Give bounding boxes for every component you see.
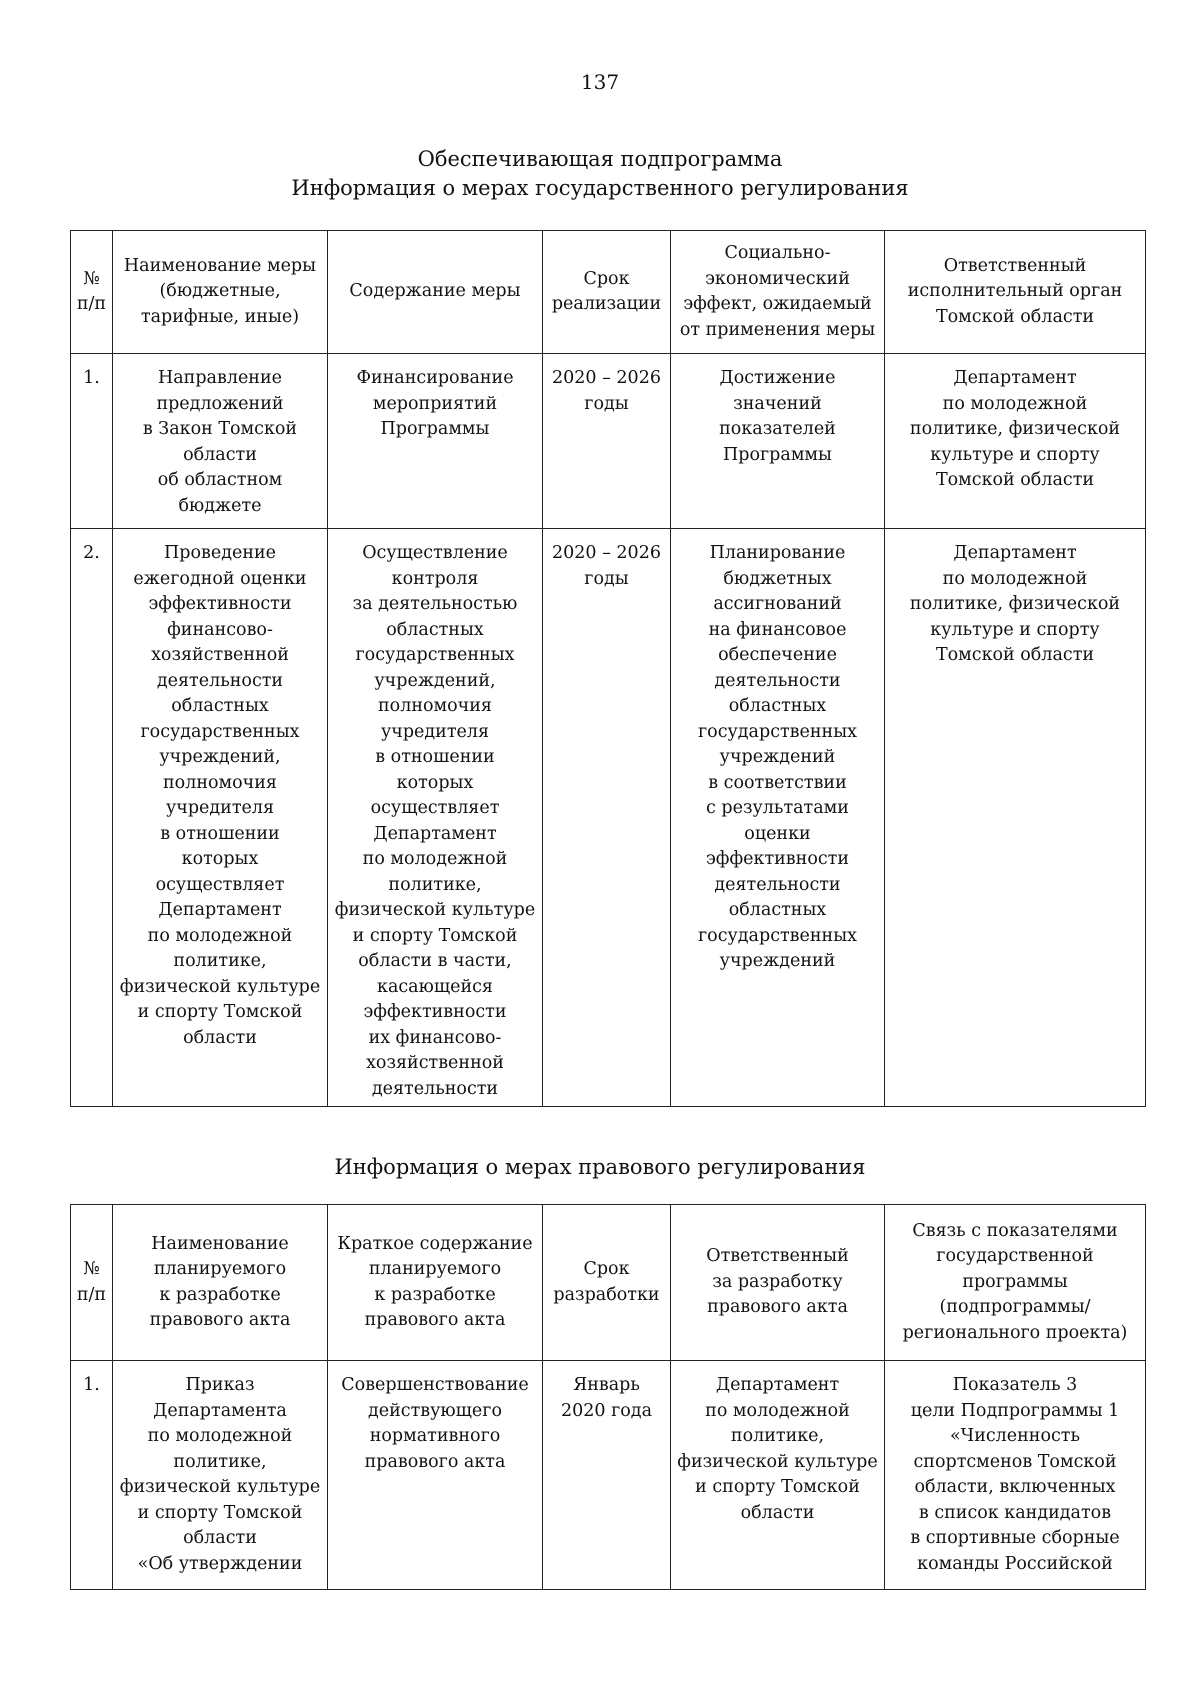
cell-measure-name: Направление предложений в Закон Томской области об областном бюджете xyxy=(113,354,328,529)
cell-act-name: Приказ Департамента по молодежной политике, физической культуре и спорту Томской области «Об утверждении xyxy=(113,1361,328,1590)
header-term: Срок реализации xyxy=(543,231,671,354)
header-measure-name: Наименование меры (бюджетные, тарифные, иные) xyxy=(113,231,328,354)
header-num: № п/п xyxy=(71,1205,113,1361)
table-row xyxy=(71,354,1146,529)
header-measure-content: Содержание меры xyxy=(328,231,543,354)
cell-num: 1. xyxy=(71,1361,113,1590)
cell-indicator-link: Показатель 3 цели Подпрограммы 1 «Численность спортсменов Томской области, включенных в список кандидатов в спортивные сборные команды Российской xyxy=(885,1361,1146,1590)
header-act-summary: Краткое содержание планируемого к разработке правового акта xyxy=(328,1205,543,1361)
cell-term: 2020 – 2026 годы xyxy=(543,354,671,529)
state-regulation-table xyxy=(70,230,1146,1107)
cell-term: Январь 2020 года xyxy=(543,1361,671,1590)
cell-executor: Департамент по молодежной политике, физической культуре и спорту Томской области xyxy=(885,529,1146,1107)
cell-term: 2020 – 2026 годы xyxy=(543,529,671,1107)
cell-executor: Департамент по молодежной политике, физической культуре и спорту Томской области xyxy=(885,354,1146,529)
section1-title-line2: Информация о мерах государственного регулирования xyxy=(291,176,909,200)
legal-regulation-table xyxy=(70,1204,1146,1590)
table-row xyxy=(71,1361,1146,1590)
cell-effect: Планирование бюджетных ассигнований на финансовое обеспечение деятельности областных государственных учреждений в соответствии с результатами оценки эффективности деятельности областных государственных учреждений xyxy=(671,529,885,1107)
section2-title: Информация о мерах правового регулирования xyxy=(334,1155,866,1179)
table-header-row xyxy=(71,1205,1146,1361)
header-num: № п/п xyxy=(71,231,113,354)
header-act-name: Наименование планируемого к разработке правового акта xyxy=(113,1205,328,1361)
page-number: 137 xyxy=(580,70,620,94)
section1-title-line1: Обеспечивающая подпрограмма xyxy=(417,147,783,171)
header-executor: Ответственный за разработку правового акта xyxy=(671,1205,885,1361)
cell-measure-name: Проведение ежегодной оценки эффективности финансово- хозяйственной деятельности областных государственных учреждений, полномочия учредителя в отношении которых осуществляет Департамент по молодежной политике, физической культуре и спорту Томской области xyxy=(113,529,328,1107)
table-header-row xyxy=(71,231,1146,354)
cell-num: 1. xyxy=(71,354,113,529)
header-effect: Социально- экономический эффект, ожидаемый от применения меры xyxy=(671,231,885,354)
cell-measure-content: Финансирование мероприятий Программы xyxy=(328,354,543,529)
header-indicator-link: Связь с показателями государственной программы (подпрограммы/ регионального проекта) xyxy=(885,1205,1146,1361)
cell-measure-content: Осуществление контроля за деятельностью областных государственных учреждений, полномочия учредителя в отношении которых осуществляет Департамент по молодежной политике, физической культуре и спорту Томской области в части, касающейся эффективности их финансово- хозяйственной деятельности xyxy=(328,529,543,1107)
header-term: Срок разработки xyxy=(543,1205,671,1361)
table-row xyxy=(71,529,1146,1107)
cell-act-summary: Совершенствование действующего нормативного правового акта xyxy=(328,1361,543,1590)
header-executor: Ответственный исполнительный орган Томской области xyxy=(885,231,1146,354)
section1-title xyxy=(0,145,1200,203)
cell-executor: Департамент по молодежной политике, физической культуре и спорту Томской области xyxy=(671,1361,885,1590)
cell-effect: Достижение значений показателей Программы xyxy=(671,354,885,529)
cell-num: 2. xyxy=(71,529,113,1107)
